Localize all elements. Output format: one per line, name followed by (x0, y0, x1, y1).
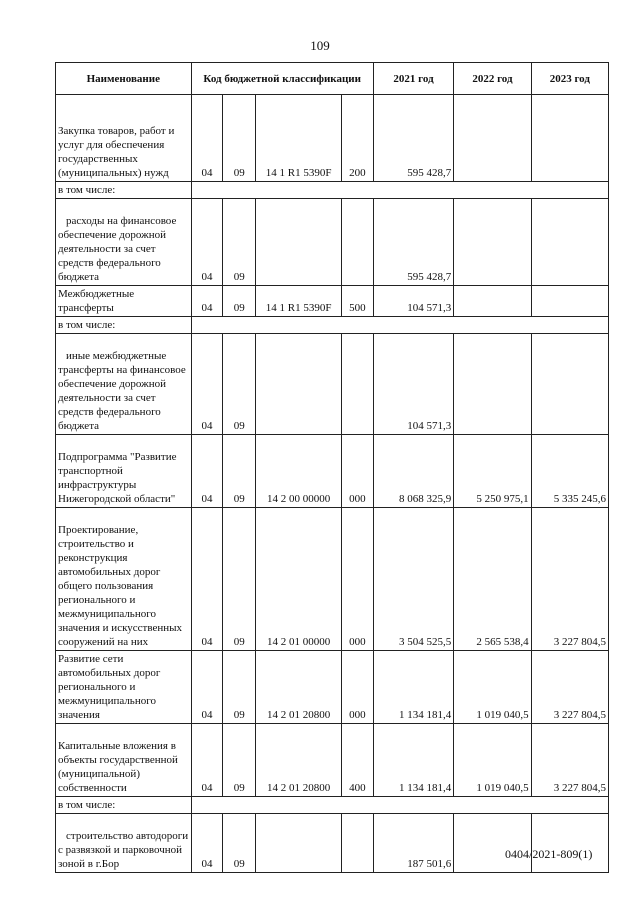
table-row (56, 435, 609, 508)
table-row (56, 651, 609, 724)
amount-2023-cell: 3 227 804,5 (531, 724, 608, 797)
expense-type-cell (342, 334, 374, 435)
row-name-text: Закупка товаров, работ и услуг для обеспечения государственных (муниципальных) нужд (58, 125, 175, 179)
amount-2021-cell: 595 428,7 (373, 95, 454, 182)
table-row (56, 797, 609, 814)
amount-2021-cell: 1 134 181,4 (373, 724, 454, 797)
section-cell: 04 (191, 334, 223, 435)
header-2023: 2023 год (531, 63, 608, 95)
empty-cell (191, 797, 608, 814)
table-row (56, 814, 609, 873)
header-code: Код бюджетной классификации (191, 63, 373, 95)
target-code-cell (256, 334, 342, 435)
subsection-cell: 09 (223, 199, 256, 286)
row-name-cell (56, 508, 192, 651)
amount-2022-cell: 1 019 040,5 (454, 724, 531, 797)
table-row (56, 317, 609, 334)
amount-2021-cell: 8 068 325,9 (373, 435, 454, 508)
row-name-text: Проектирование, строительство и реконструкция автомобильных дорог общего пользования регионального и межмуниципального значения и искусственных сооружений на них (58, 524, 183, 648)
row-name-text: Развитие сети автомобильных дорог регионального и межмуниципального значения (58, 653, 161, 721)
table-row (56, 508, 609, 651)
row-name-text: Подпрограмма "Развитие транспортной инфраструктуры Нижегородской области" (58, 451, 177, 505)
amount-2021-cell: 187 501,6 (373, 814, 454, 873)
subhead-cell (56, 182, 192, 199)
subhead-cell (56, 317, 192, 334)
row-name-cell (56, 199, 192, 286)
expense-type-cell (342, 199, 374, 286)
section-cell: 04 (191, 814, 223, 873)
expense-type-cell: 000 (342, 651, 374, 724)
row-name-text: Межбюджетные трансферты (58, 288, 135, 314)
subhead-cell (56, 797, 192, 814)
section-cell: 04 (191, 286, 223, 317)
table-header-row (56, 63, 609, 95)
amount-2023-cell (531, 199, 608, 286)
amount-2023-cell (531, 334, 608, 435)
amount-2023-cell (531, 95, 608, 182)
row-name-text: Капитальные вложения в объекты государственной (муниципальной) собственности (58, 740, 178, 794)
section-cell: 04 (191, 435, 223, 508)
amount-2023-cell (531, 814, 608, 873)
amount-2021-cell: 1 134 181,4 (373, 651, 454, 724)
amount-2022-cell: 2 565 538,4 (454, 508, 531, 651)
amount-2022-cell (454, 334, 531, 435)
table-row (56, 182, 609, 199)
amount-2022-cell (454, 286, 531, 317)
budget-table (55, 62, 609, 873)
expense-type-cell: 000 (342, 508, 374, 651)
subsection-cell: 09 (223, 814, 256, 873)
amount-2021-cell: 3 504 525,5 (373, 508, 454, 651)
expense-type-cell: 200 (342, 95, 374, 182)
row-name-cell (56, 286, 192, 317)
amount-2023-cell: 3 227 804,5 (531, 508, 608, 651)
amount-2023-cell (531, 286, 608, 317)
row-name-text: строительство автодороги с развязкой и парковочной зоной в г.Бор (58, 830, 189, 870)
amount-2021-cell: 595 428,7 (373, 199, 454, 286)
table-row (56, 724, 609, 797)
section-cell: 04 (191, 651, 223, 724)
table-row (56, 199, 609, 286)
header-2021: 2021 год (373, 63, 454, 95)
amount-2022-cell: 5 250 975,1 (454, 435, 531, 508)
expense-type-cell: 500 (342, 286, 374, 317)
amount-2021-cell: 104 571,3 (373, 286, 454, 317)
subsection-cell: 09 (223, 435, 256, 508)
empty-cell (191, 182, 608, 199)
section-cell: 04 (191, 95, 223, 182)
subsection-cell: 09 (223, 286, 256, 317)
target-code-cell: 14 1 R1 5390F (256, 286, 342, 317)
document-code: 0404/2021-809(1) (505, 847, 593, 861)
empty-cell (191, 317, 608, 334)
expense-type-cell: 400 (342, 724, 374, 797)
row-name-text: в том числе: (58, 184, 116, 196)
row-name-cell (56, 814, 192, 873)
page-number: 109 (310, 38, 330, 53)
table-row (56, 334, 609, 435)
table-row (56, 95, 609, 182)
section-cell: 04 (191, 508, 223, 651)
section-cell: 04 (191, 724, 223, 797)
row-name-text: расходы на финансовое обеспечение дорожной деятельности за счет средств федерального бюджета (58, 215, 177, 283)
amount-2022-cell (454, 814, 531, 873)
amount-2022-cell (454, 95, 531, 182)
target-code-cell: 14 1 R1 5390F (256, 95, 342, 182)
subsection-cell: 09 (223, 651, 256, 724)
row-name-text: в том числе: (58, 799, 116, 811)
target-code-cell: 14 2 01 20800 (256, 651, 342, 724)
header-2022: 2022 год (454, 63, 531, 95)
subsection-cell: 09 (223, 95, 256, 182)
header-name: Наименование (56, 63, 192, 95)
row-name-cell (56, 334, 192, 435)
section-cell: 04 (191, 199, 223, 286)
target-code-cell (256, 199, 342, 286)
subsection-cell: 09 (223, 724, 256, 797)
row-name-cell (56, 435, 192, 508)
target-code-cell: 14 2 00 00000 (256, 435, 342, 508)
expense-type-cell: 000 (342, 435, 374, 508)
amount-2023-cell: 3 227 804,5 (531, 651, 608, 724)
amount-2022-cell (454, 199, 531, 286)
amount-2022-cell: 1 019 040,5 (454, 651, 531, 724)
row-name-text: иные межбюджетные трансферты на финансовое обеспечение дорожной деятельности за счет средств федерального бюджета (58, 350, 186, 432)
amount-2023-cell: 5 335 245,6 (531, 435, 608, 508)
table-row (56, 286, 609, 317)
target-code-cell: 14 2 01 00000 (256, 508, 342, 651)
table-body (56, 95, 609, 873)
amount-2021-cell: 104 571,3 (373, 334, 454, 435)
row-name-cell (56, 651, 192, 724)
subsection-cell: 09 (223, 334, 256, 435)
target-code-cell: 14 2 01 20800 (256, 724, 342, 797)
expense-type-cell (342, 814, 374, 873)
target-code-cell (256, 814, 342, 873)
subsection-cell: 09 (223, 508, 256, 651)
row-name-cell (56, 95, 192, 182)
row-name-cell (56, 724, 192, 797)
row-name-text: в том числе: (58, 319, 116, 331)
